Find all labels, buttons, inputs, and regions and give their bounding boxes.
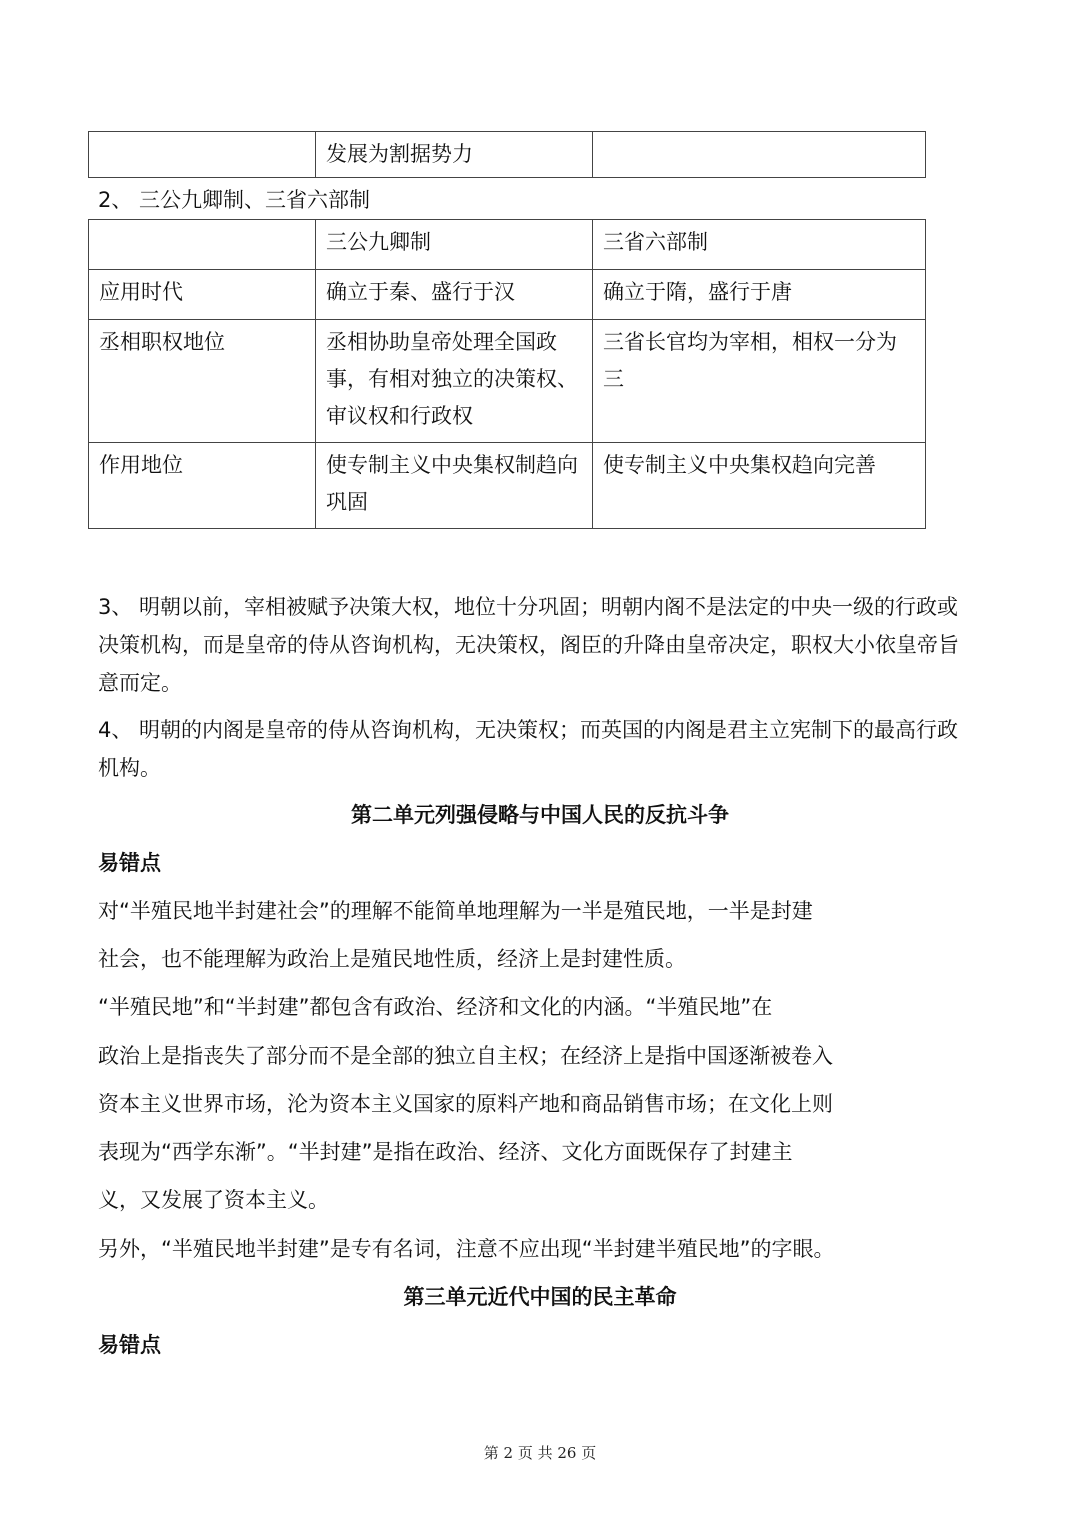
paragraph-item-3: 3、 明朝以前，宰相被赋予决策大权，地位十分巩固；明朝内阁不是法定的中央一级的行政或决策机构，而是皇帝的侍从咨询机构，无决策权，阁臣的升降由皇帝决定，职权大小依皇帝旨意而定。 xyxy=(98,595,959,695)
text-line: “半殖民地”和“半封建”都包含有政治、经济和文化的内涵。“半殖民地”在 xyxy=(98,995,773,1019)
text-line: 资本主义世界市场，沦为资本主义国家的原料产地和商品销售市场；在文化上则 xyxy=(98,1092,833,1116)
table-row xyxy=(89,443,926,529)
unit2-heading: 第二单元列强侵略与中国人民的反抗斗争 xyxy=(351,803,729,827)
section-title: 2、 三公九卿制、三省六部制 xyxy=(98,188,371,212)
text-line: 另外，“半殖民地半封建”是专有名词，注意不应出现“半封建半殖民地”的字眼。 xyxy=(98,1237,835,1261)
page-footer: 第 2 页 共 26 页 xyxy=(483,1444,597,1462)
table-cell: 三省长官均为宰相，相权一分为三 xyxy=(593,320,926,443)
table-cell: 确立于秦、盛行于汉 xyxy=(316,270,593,320)
table-row xyxy=(89,270,926,320)
table-header-row xyxy=(89,220,926,270)
table-cell: 丞相协助皇帝处理全国政事，有相对独立的决策权、审议权和行政权 xyxy=(316,320,593,443)
text-line: 对“半殖民地半封建社会”的理解不能简单地理解为一半是殖民地，一半是封建 xyxy=(98,899,813,923)
text-line: 政治上是指丧失了部分而不是全部的独立自主权；在经济上是指中国逐渐被卷入 xyxy=(98,1044,833,1068)
unit3-heading: 第三单元近代中国的民主革命 xyxy=(403,1285,677,1309)
comparison-table xyxy=(88,219,926,529)
table-header-cell: 三省六部制 xyxy=(593,220,926,270)
paragraph-item-4: 4、 明朝的内阁是皇帝的侍从咨询机构，无决策权；而英国的内阁是君主立宪制下的最高行政机构。 xyxy=(98,718,959,780)
table-cell: 确立于隋，盛行于唐 xyxy=(593,270,926,320)
unit2-label: 易错点 xyxy=(98,851,161,875)
table-cell: 丞相职权地位 xyxy=(89,320,316,443)
unit3-label: 易错点 xyxy=(98,1333,161,1357)
table-cell: 使专制主义中央集权制趋向巩固 xyxy=(316,443,593,529)
table-cell: 应用时代 xyxy=(89,270,316,320)
text-line: 社会，也不能理解为政治上是殖民地性质，经济上是封建性质。 xyxy=(98,947,686,971)
table-header-cell: 三公九卿制 xyxy=(316,220,593,270)
table-row xyxy=(89,132,926,178)
table-header-cell xyxy=(89,220,316,270)
text-line: 义，又发展了资本主义。 xyxy=(98,1188,329,1212)
table-row xyxy=(89,320,926,443)
table-cell: 使专制主义中央集权趋向完善 xyxy=(593,443,926,529)
table-cell xyxy=(89,132,316,178)
table-continuation xyxy=(88,131,926,178)
table-cell xyxy=(593,132,926,178)
table-cell: 发展为割据势力 xyxy=(316,132,593,178)
table-cell: 作用地位 xyxy=(89,443,316,529)
text-line: 表现为“西学东渐”。“半封建”是指在政治、经济、文化方面既保存了封建主 xyxy=(98,1140,793,1164)
